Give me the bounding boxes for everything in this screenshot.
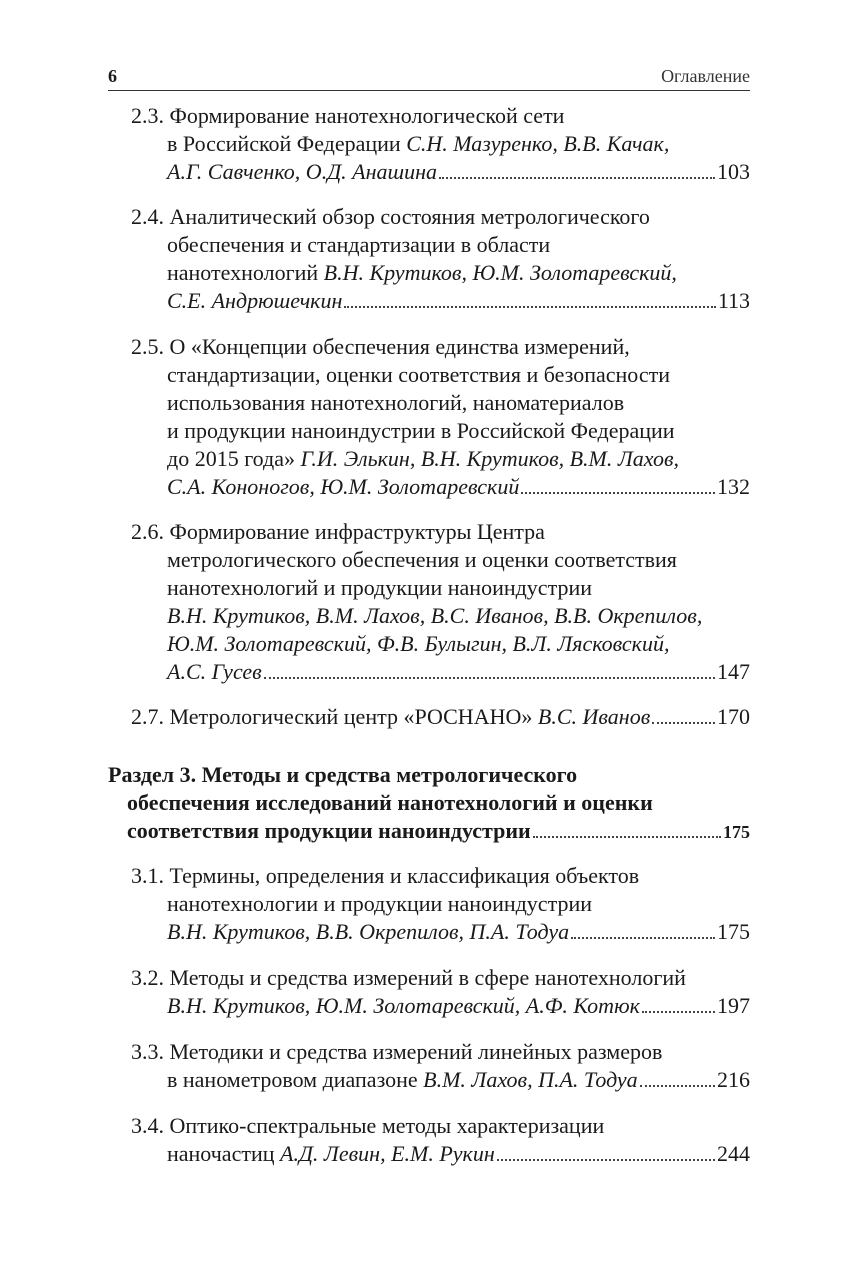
entry-leader-line bbox=[127, 817, 750, 845]
entry-page-number: 147 bbox=[717, 659, 750, 684]
running-title: Оглавление bbox=[661, 66, 750, 86]
entry-title-line: 2.6. Формирование инфраструктуры Центра bbox=[131, 519, 545, 544]
entry-page-number: 113 bbox=[717, 288, 750, 313]
entry-title-line: до 2015 года» Г.И. Элькин, В.Н. Крутиков, В.М. Лахов, bbox=[167, 446, 680, 471]
entry-leader-line bbox=[167, 473, 750, 501]
entry-page-number: 216 bbox=[717, 1067, 750, 1092]
section-title-line: Раздел 3. Методы и средства метрологического bbox=[108, 762, 578, 787]
entry-authors: В.Н. Крутиков, В.В. Окрепилов, П.А. Тодуа bbox=[167, 919, 570, 944]
entry-page-number: 132 bbox=[717, 474, 750, 499]
entry-title-line: 2.3. Формирование нанотехнологической сети bbox=[131, 103, 565, 128]
leader-dots bbox=[642, 1011, 715, 1013]
entry-leader-line bbox=[131, 703, 750, 731]
entry-authors: С.Н. Мазуренко, В.В. Качак, bbox=[406, 131, 670, 156]
entry-leader-line bbox=[167, 1140, 750, 1168]
entry-page-number: 244 bbox=[717, 1141, 750, 1166]
entry-title-line: 2.7. Метрологический центр «РОСНАНО» В.С. Иванов bbox=[131, 704, 651, 729]
entry-title-line: в Российской Федерации С.Н. Мазуренко, В.В. Качак, bbox=[167, 131, 670, 156]
section-title-line: соответствия продукции наноиндустрии bbox=[127, 818, 531, 843]
entry-authors: А.С. Гусев bbox=[167, 659, 262, 684]
leader-dots bbox=[439, 177, 715, 179]
entry-leader-line bbox=[167, 287, 750, 315]
entry-title-line: 2.5. О «Концепции обеспечения единства измерений, bbox=[131, 334, 630, 359]
entry-page-number: 175 bbox=[717, 919, 750, 944]
entry-authors: В.М. Лахов, П.А. Тодуа bbox=[423, 1067, 638, 1092]
entry-leader-line bbox=[167, 158, 750, 186]
running-header bbox=[108, 62, 750, 91]
entry-page-number: 197 bbox=[717, 993, 750, 1018]
entry-title-line: в нанометровом диапазоне В.М. Лахов, П.А. Тодуа bbox=[167, 1067, 638, 1092]
entry-title-line: и продукции наноиндустрии в Российской Федерации bbox=[167, 418, 675, 443]
entry-title-line: обеспечения и стандартизации в области bbox=[167, 232, 551, 257]
leader-dots bbox=[497, 1159, 715, 1161]
entry-title-line: 3.3. Методики и средства измерений линейных размеров bbox=[131, 1039, 663, 1064]
entry-page-number: 175 bbox=[723, 822, 750, 842]
entry-leader-line bbox=[167, 658, 750, 686]
entry-title-line: метрологического обеспечения и оценки соответствия bbox=[167, 547, 677, 572]
entry-leader-line bbox=[167, 918, 750, 946]
leader-dots bbox=[521, 492, 715, 494]
entry-authors: С.Е. Андрюшечкин bbox=[167, 288, 343, 313]
entry-leader-line bbox=[167, 1066, 750, 1094]
entry-title-line: 3.1. Термины, определения и классификация объектов bbox=[131, 863, 640, 888]
entry-authors: В.Н. Крутиков, Ю.М. Золотаревский, bbox=[323, 260, 677, 285]
entry-authors: А.Г. Савченко, О.Д. Анашина bbox=[167, 159, 438, 184]
entry-authors: В.Н. Крутиков, В.М. Лахов, В.С. Иванов, В.В. Окрепилов, bbox=[167, 603, 703, 628]
entry-title-line: наночастиц А.Д. Левин, Е.М. Рукин bbox=[167, 1141, 495, 1166]
entry-leader-line bbox=[167, 992, 750, 1020]
leader-dots bbox=[571, 937, 715, 939]
entry-authors: А.Д. Левин, Е.М. Рукин bbox=[280, 1141, 495, 1166]
entry-page-number: 103 bbox=[717, 159, 750, 184]
leader-dots bbox=[344, 306, 715, 308]
entry-title-line: нанотехнологий В.Н. Крутиков, Ю.М. Золотаревский, bbox=[167, 260, 677, 285]
entry-title-line: 2.4. Аналитический обзор состояния метрологического bbox=[131, 204, 650, 229]
entry-title-line: нанотехнологий и продукции наноиндустрии bbox=[167, 575, 593, 600]
page-number: 6 bbox=[108, 66, 117, 86]
entry-page-number: 170 bbox=[717, 704, 750, 729]
entry-authors: Г.И. Элькин, В.Н. Крутиков, В.М. Лахов, bbox=[300, 446, 680, 471]
leader-dots bbox=[640, 1085, 715, 1087]
entry-authors: В.Н. Крутиков, Ю.М. Золотаревский, А.Ф. Котюк bbox=[167, 993, 640, 1018]
leader-dots bbox=[264, 677, 715, 679]
entry-title-line: 3.2. Методы и средства измерений в сфере нанотехнологий bbox=[131, 965, 686, 990]
leader-dots bbox=[533, 836, 721, 838]
entry-authors: С.А. Кононогов, Ю.М. Золотаревский bbox=[167, 474, 520, 499]
entry-title-line: нанотехнологии и продукции наноиндустрии bbox=[167, 891, 593, 916]
entry-authors: Ю.М. Золотаревский, Ф.В. Булыгин, В.Л. Лясковский, bbox=[167, 631, 670, 656]
entry-title-line: 3.4. Оптико-спектральные методы характеризации bbox=[131, 1113, 605, 1138]
entry-title-line: использования нанотехнологий, наноматериалов bbox=[167, 390, 625, 415]
leader-dots bbox=[652, 722, 715, 724]
entry-authors: В.С. Иванов bbox=[537, 704, 651, 729]
entry-title-line: стандартизации, оценки соответствия и безопасности bbox=[167, 362, 670, 387]
section-title-line: обеспечения исследований нанотехнологий и оценки bbox=[127, 790, 653, 815]
